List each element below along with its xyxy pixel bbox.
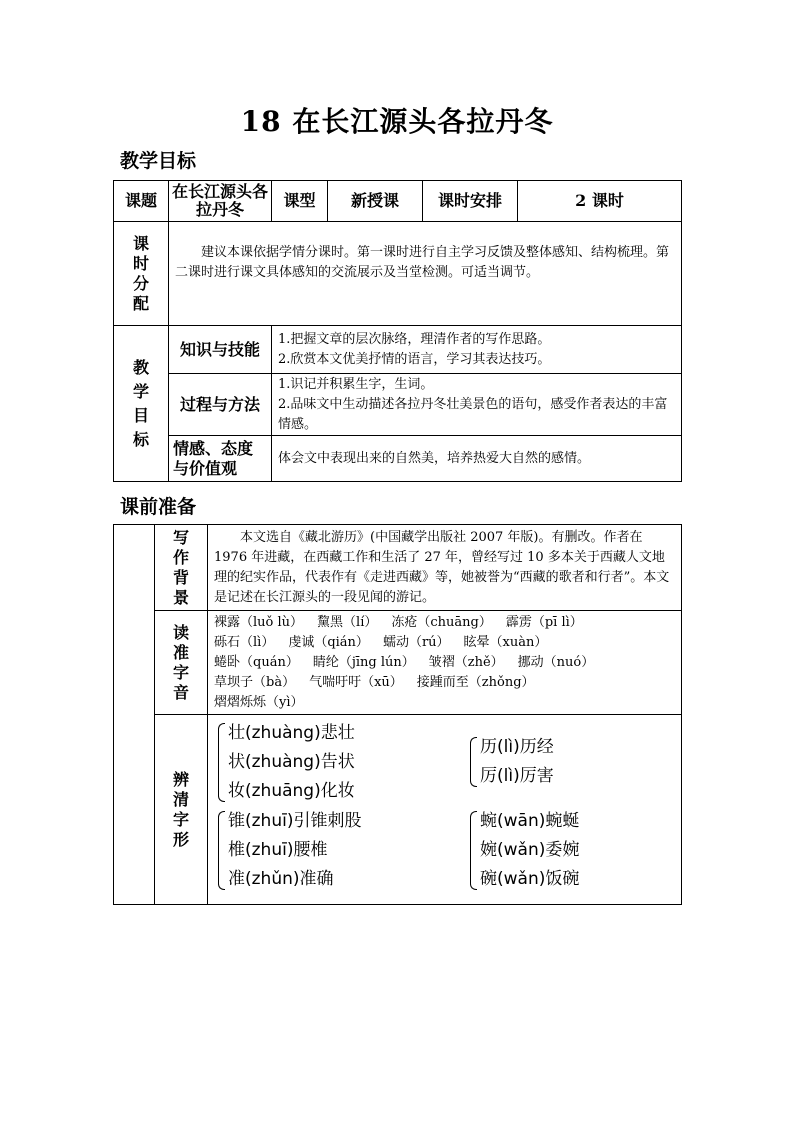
page-title: 18 在长江源头各拉丹冬 xyxy=(240,105,554,138)
char-line: 状(zhuàng)告状 xyxy=(228,752,355,772)
objective-line: 2.品味文中生动描述各拉丹冬壮美景色的语句，感受作者表达的丰富情感。 xyxy=(278,396,668,432)
word-item: 蜷卧（quán） xyxy=(214,654,299,670)
word-item: 睛纶（jīng lún） xyxy=(312,654,415,670)
word-item: 接踵而至（zhǒng） xyxy=(416,674,535,690)
objective-content-3 xyxy=(272,436,682,482)
distinguish-area xyxy=(208,715,682,905)
section-heading-objectives: 教学目标 xyxy=(120,150,197,172)
objective-name-1: 知识与技能 xyxy=(169,326,272,374)
prep-table xyxy=(113,524,682,905)
section-heading-prep: 课前准备 xyxy=(120,496,197,518)
objective-content-2 xyxy=(272,374,682,436)
schedule-label: 课时安排 xyxy=(423,181,518,222)
char-line: 锥(zhuī)引锥刺股 xyxy=(228,811,362,831)
char-line: 婉(wǎn)委婉 xyxy=(480,840,580,860)
objective-line: 2.欣赏本文优美抒情的语言，学习其表达技巧。 xyxy=(278,351,551,367)
schedule-value: 2 课时 xyxy=(518,181,682,222)
objective-line: 体会文中表现出来的自然美，培养热爱大自然的感情。 xyxy=(278,450,591,466)
char-line: 碗(wǎn)饭碗 xyxy=(480,869,580,889)
objectives-label: 教学目标 xyxy=(114,326,169,482)
allocation-label: 课时分配 xyxy=(114,222,169,326)
type-label: 课型 xyxy=(272,181,328,222)
objective-content-1 xyxy=(272,326,682,374)
type-value: 新授课 xyxy=(328,181,423,222)
char-line: 历(lì)历经 xyxy=(480,737,554,757)
word-item: 气喘吁吁（xū） xyxy=(309,674,403,690)
objectives-table xyxy=(113,180,682,482)
char-group xyxy=(218,807,361,894)
topic-label: 课题 xyxy=(114,181,169,222)
objective-name-3: 情感、态度与价值观 xyxy=(169,436,272,482)
word-item: 虔诚（qián） xyxy=(288,634,369,650)
background-text: 本文选自《藏北游历》(中国藏学出版社 2007 年版)。有删改。作者在 1976 年进藏，在西藏工作和生活了 27 年，曾经写过 10 多本关于西藏人文地理的纪实作品，代表作有《走进西藏》等，她被誉为“西藏的歌者和行者”。本文是记述在长江源头的一段见闻的游记。 xyxy=(208,525,682,611)
topic-value: 在长江源头各拉丹冬 xyxy=(169,181,272,222)
word-item: 草坝子（bà） xyxy=(214,674,296,690)
objective-line: 1.识记并积累生字，生词。 xyxy=(278,376,434,392)
word-item: 熠熠烁烁（yì） xyxy=(214,694,304,710)
char-line: 蜿(wān)蜿蜒 xyxy=(480,811,580,831)
pronunciation-label: 读准字音 xyxy=(155,611,208,715)
word-item: 裸露（luǒ lù） xyxy=(214,614,304,630)
pronunciation-list xyxy=(208,611,682,715)
word-item: 冻疮（chuāng） xyxy=(391,614,492,630)
word-item: 挪动（nuó） xyxy=(517,654,595,670)
background-label: 写作背景 xyxy=(155,525,208,611)
word-item: 眩晕（xuàn） xyxy=(463,634,548,650)
word-item: 蠕动（rú） xyxy=(382,634,450,650)
distinguish-label: 辨清字形 xyxy=(155,715,208,905)
objective-line: 1.把握文章的层次脉络，理清作者的写作思路。 xyxy=(278,331,551,347)
char-group xyxy=(470,807,579,894)
char-line: 厉(lì)厉害 xyxy=(480,766,554,786)
char-line: 妆(zhuāng)化妆 xyxy=(228,781,355,801)
allocation-text: 建议本课依据学情分课时。第一课时进行自主学习反馈及整体感知、结构梳理。第二课时进行课文具体感知的交流展示及当堂检测。可适当调节。 xyxy=(169,222,682,326)
word-item: 黧黑（lí） xyxy=(317,614,378,630)
word-item: 皱褶（zhě） xyxy=(428,654,504,670)
char-line: 壮(zhuàng)悲壮 xyxy=(228,723,355,743)
char-line: 准(zhǔn)准确 xyxy=(228,869,334,889)
char-group xyxy=(218,719,355,806)
objective-name-2: 过程与方法 xyxy=(169,374,272,436)
word-item: 霹雳（pī lì） xyxy=(505,614,583,630)
char-group xyxy=(470,733,554,791)
word-item: 砾石（lì） xyxy=(214,634,275,650)
char-line: 椎(zhuī)腰椎 xyxy=(228,840,328,860)
